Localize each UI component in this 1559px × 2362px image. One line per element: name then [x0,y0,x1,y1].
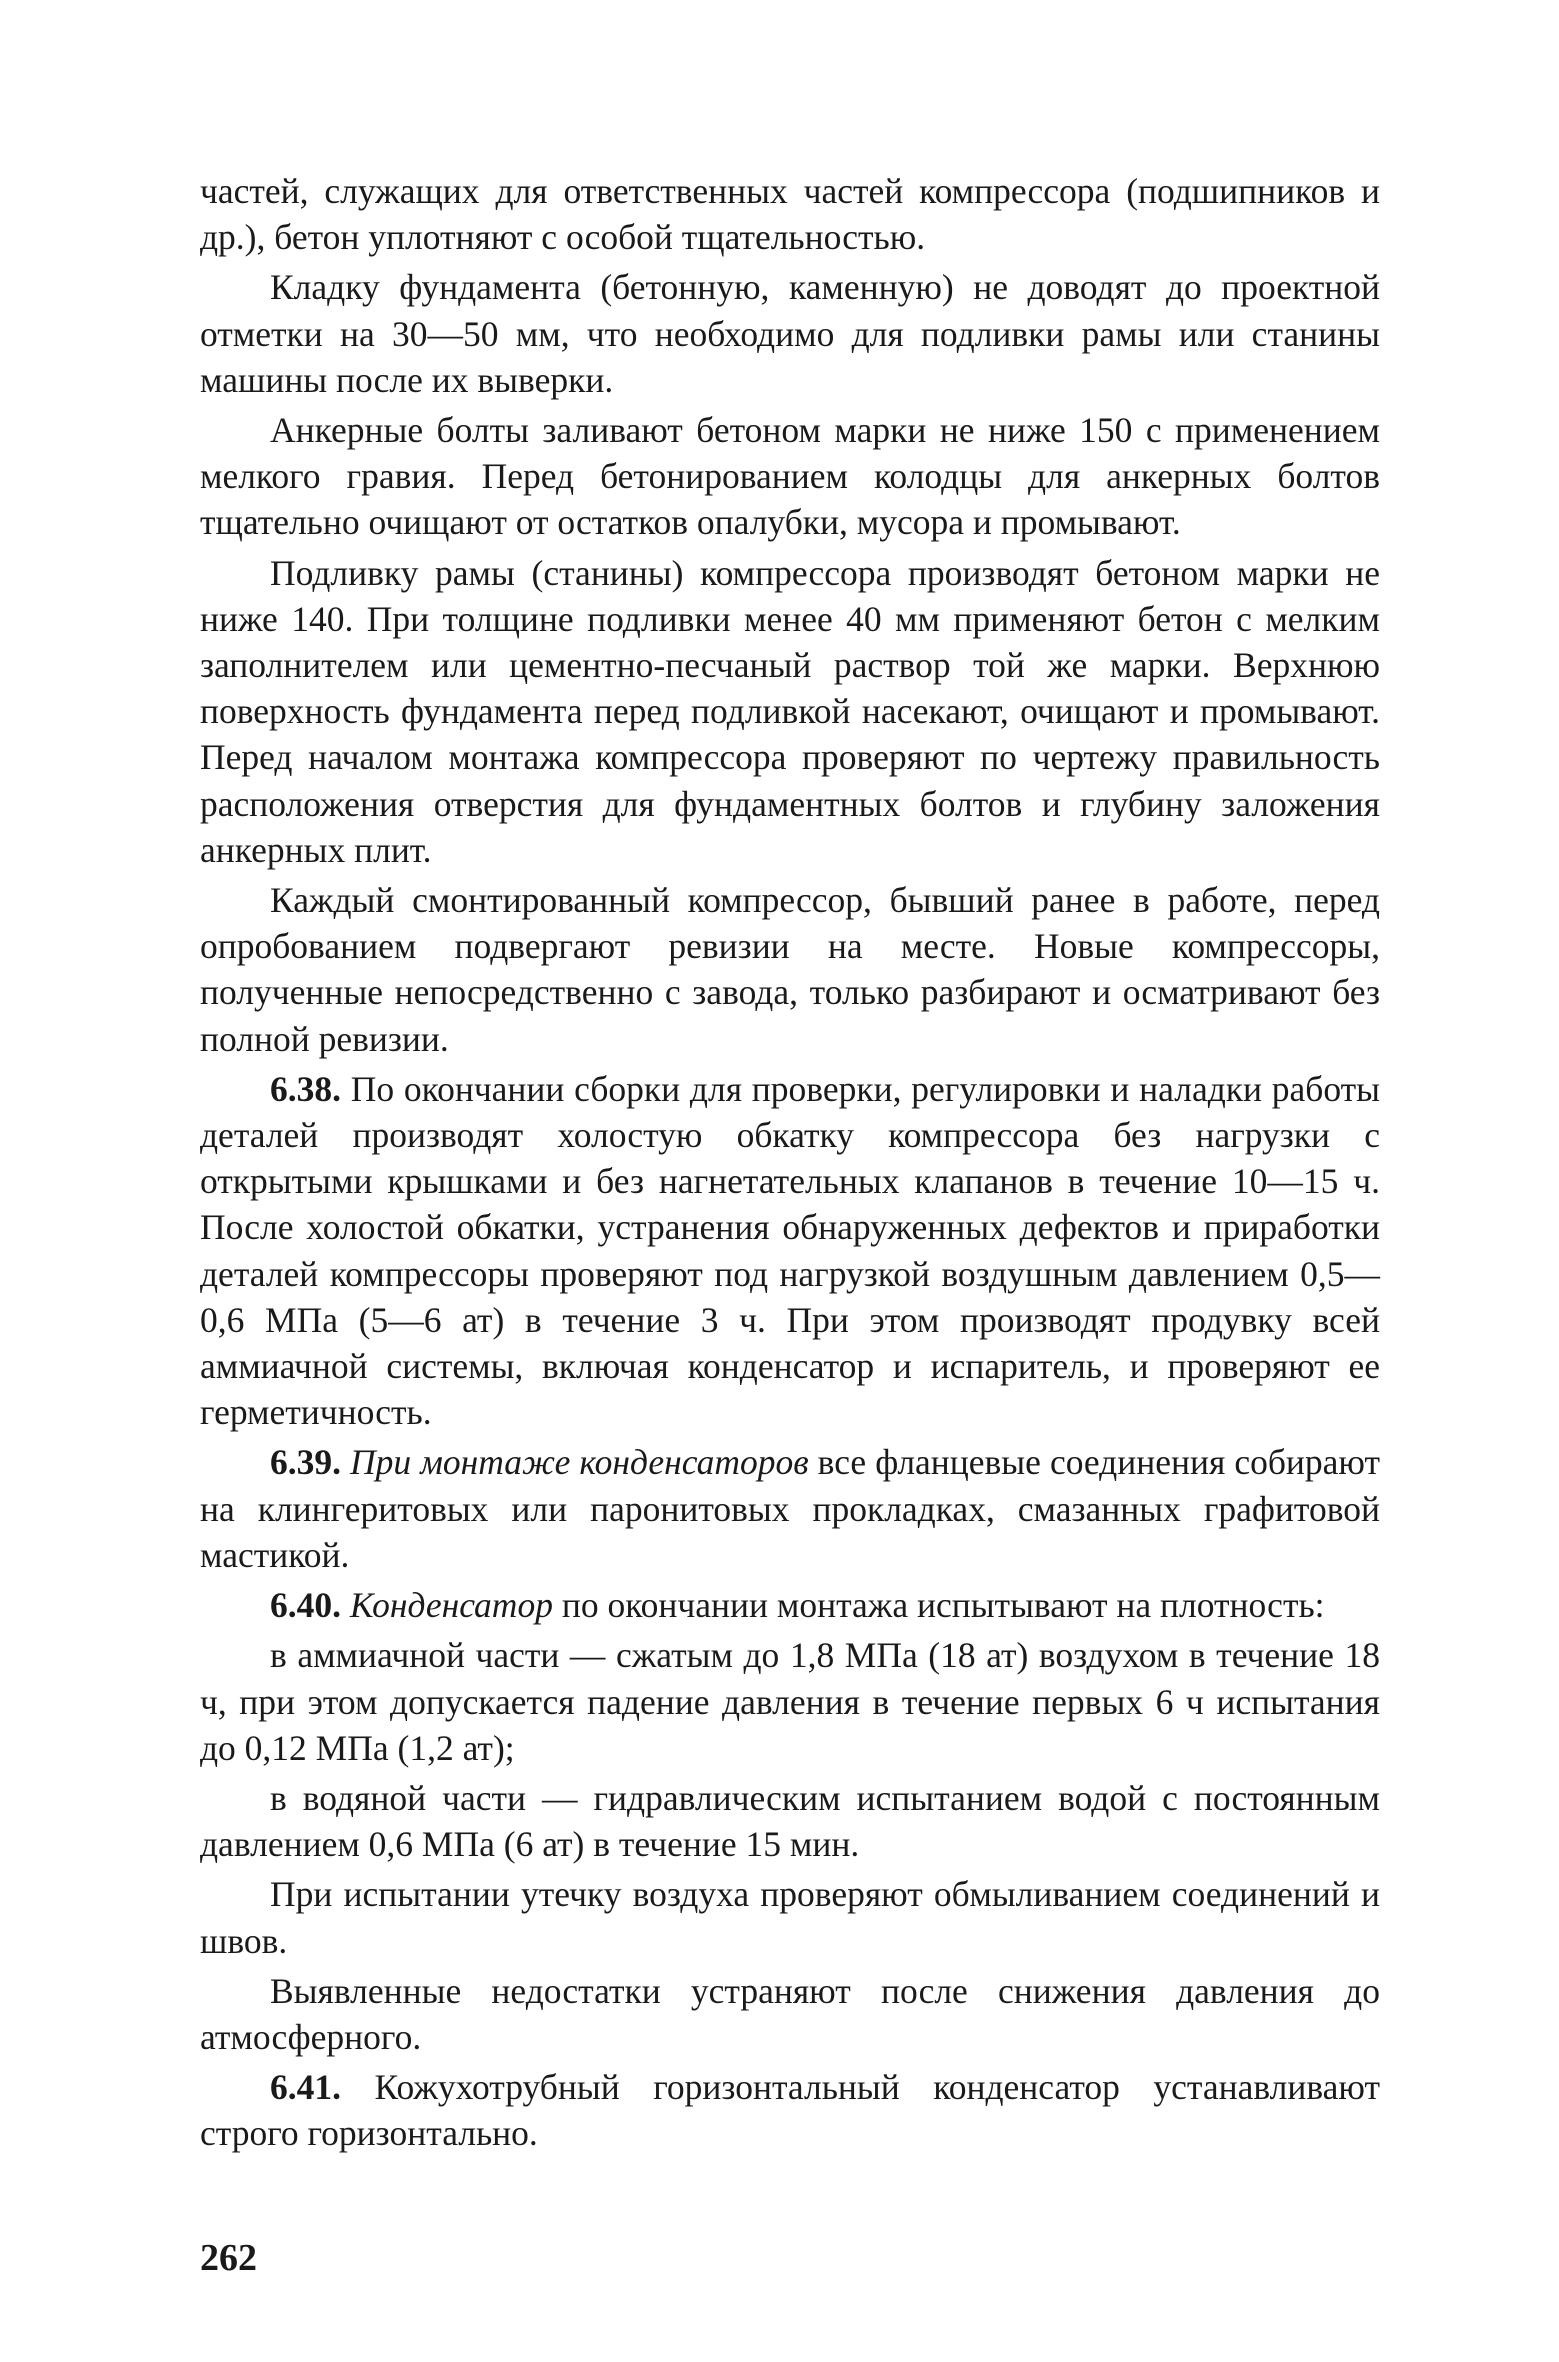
paragraph-text: в аммиачной части — сжатым до 1,8 МПа (18 ат) воздухом в течение 18 ч, при этом допускается падение давления в течение первых 6 ч испытания до 0,12 МПа (1,2 ат); [200,1635,1380,1768]
paragraph-continuation [200,168,1380,260]
paragraph-ammonia-part [200,1632,1380,1771]
paragraph-text: по окончании монтажа испытывают на плотность: [552,1585,1325,1626]
paragraph-6-39 [200,1439,1380,1578]
paragraph-6-38 [200,1066,1380,1436]
paragraph-text: По окончании сборки для проверки, регулировки и наладки работы деталей производят холостую обкатку компрессора без нагрузки с открытыми крышками и без нагнетательных клапанов в течение 10—15 ч. После холостой обкатки, устранения обнаруженных дефектов и приработки деталей компрессоры проверяют под нагрузкой воздушным давлением 0,5—0,6 МПа (5—6 ат) в течение 3 ч. При этом производят продувку всей аммиачной системы, включая конденсатор и испаритель, и проверяют ее герметичность. [200,1068,1380,1433]
page-number: 262 [200,2237,257,2279]
clause-number: 6.41. [270,2067,341,2108]
paragraph-text: Кладку фундамента (бетонную, каменную) не доводят до проектной отметки на 30—50 мм, что необходимо для подливки рамы или станины машины после их выверки. [200,267,1380,400]
clause-number: 6.39. [270,1442,341,1483]
clause-number: 6.38. [270,1068,341,1109]
paragraph-text: Анкерные болты заливают бетоном марки не ниже 150 с применением мелкого гравия. Перед бетонированием колодцы для анкерных болтов тщательно очищают от остатков опалубки, мусора и промывают. [200,410,1380,543]
paragraph-water-part [200,1775,1380,1867]
paragraph-text: Подливку рамы (станины) компрессора производят бетоном марки не ниже 140. При толщине подливки менее 40 мм применяют бетон с мелким заполнителем или цементно-песчаный раствор той же марки. Верхнюю поверхность фундамента перед подливкой насекают, очищают и промывают. Перед началом монтажа компрессора проверяют по чертежу правильность расположения отверстия для фундаментных болтов и глубину заложения анкерных плит. [200,552,1380,870]
paragraph-leak-check [200,1871,1380,1963]
paragraph-6-41 [200,2064,1380,2156]
clause-heading: При монтаже конденсаторов [341,1442,809,1483]
paragraph-frame-grouting [200,550,1380,873]
paragraph-text: Выявленные недостатки устраняют после снижения давления до атмосферного. [200,1970,1380,2057]
paragraph-text: Каждый смонтированный компрессор, бывший ранее в работе, перед опробованием подвергают ревизии на месте. Новые компрессоры, полученные непосредственно с завода, только разбирают и осматривают без полной ревизии. [200,880,1380,1059]
paragraph-anchor-bolts [200,407,1380,546]
paragraph-text: При испытании утечку воздуха проверяют обмыливанием соединений и швов. [200,1874,1380,1961]
paragraph-defects [200,1968,1380,2060]
paragraph-foundation-masonry [200,264,1380,403]
paragraph-compressor-revision [200,877,1380,1062]
paragraph-text: Кожухотрубный горизонтальный конденсатор устанавливают строго горизонтально. [200,2067,1380,2154]
page-body [200,168,1380,2161]
paragraph-text: все фланцевые соединения собирают на клингеритовых или паронитовых прокладках, смазанных графитовой мастикой. [200,1442,1380,1575]
clause-number: 6.40. [270,1585,341,1626]
clause-heading: Конденсатор [341,1585,553,1626]
paragraph-6-40 [200,1582,1380,1628]
paragraph-text: в водяной части — гидравлическим испытанием водой с постоянным давлением 0,6 МПа (6 ат) в течение 15 мин. [200,1777,1380,1865]
paragraph-text: частей, служащих для ответственных частей компрессора (подшипников и др.), бетон уплотняют с особой тщательностью. [200,171,1380,258]
